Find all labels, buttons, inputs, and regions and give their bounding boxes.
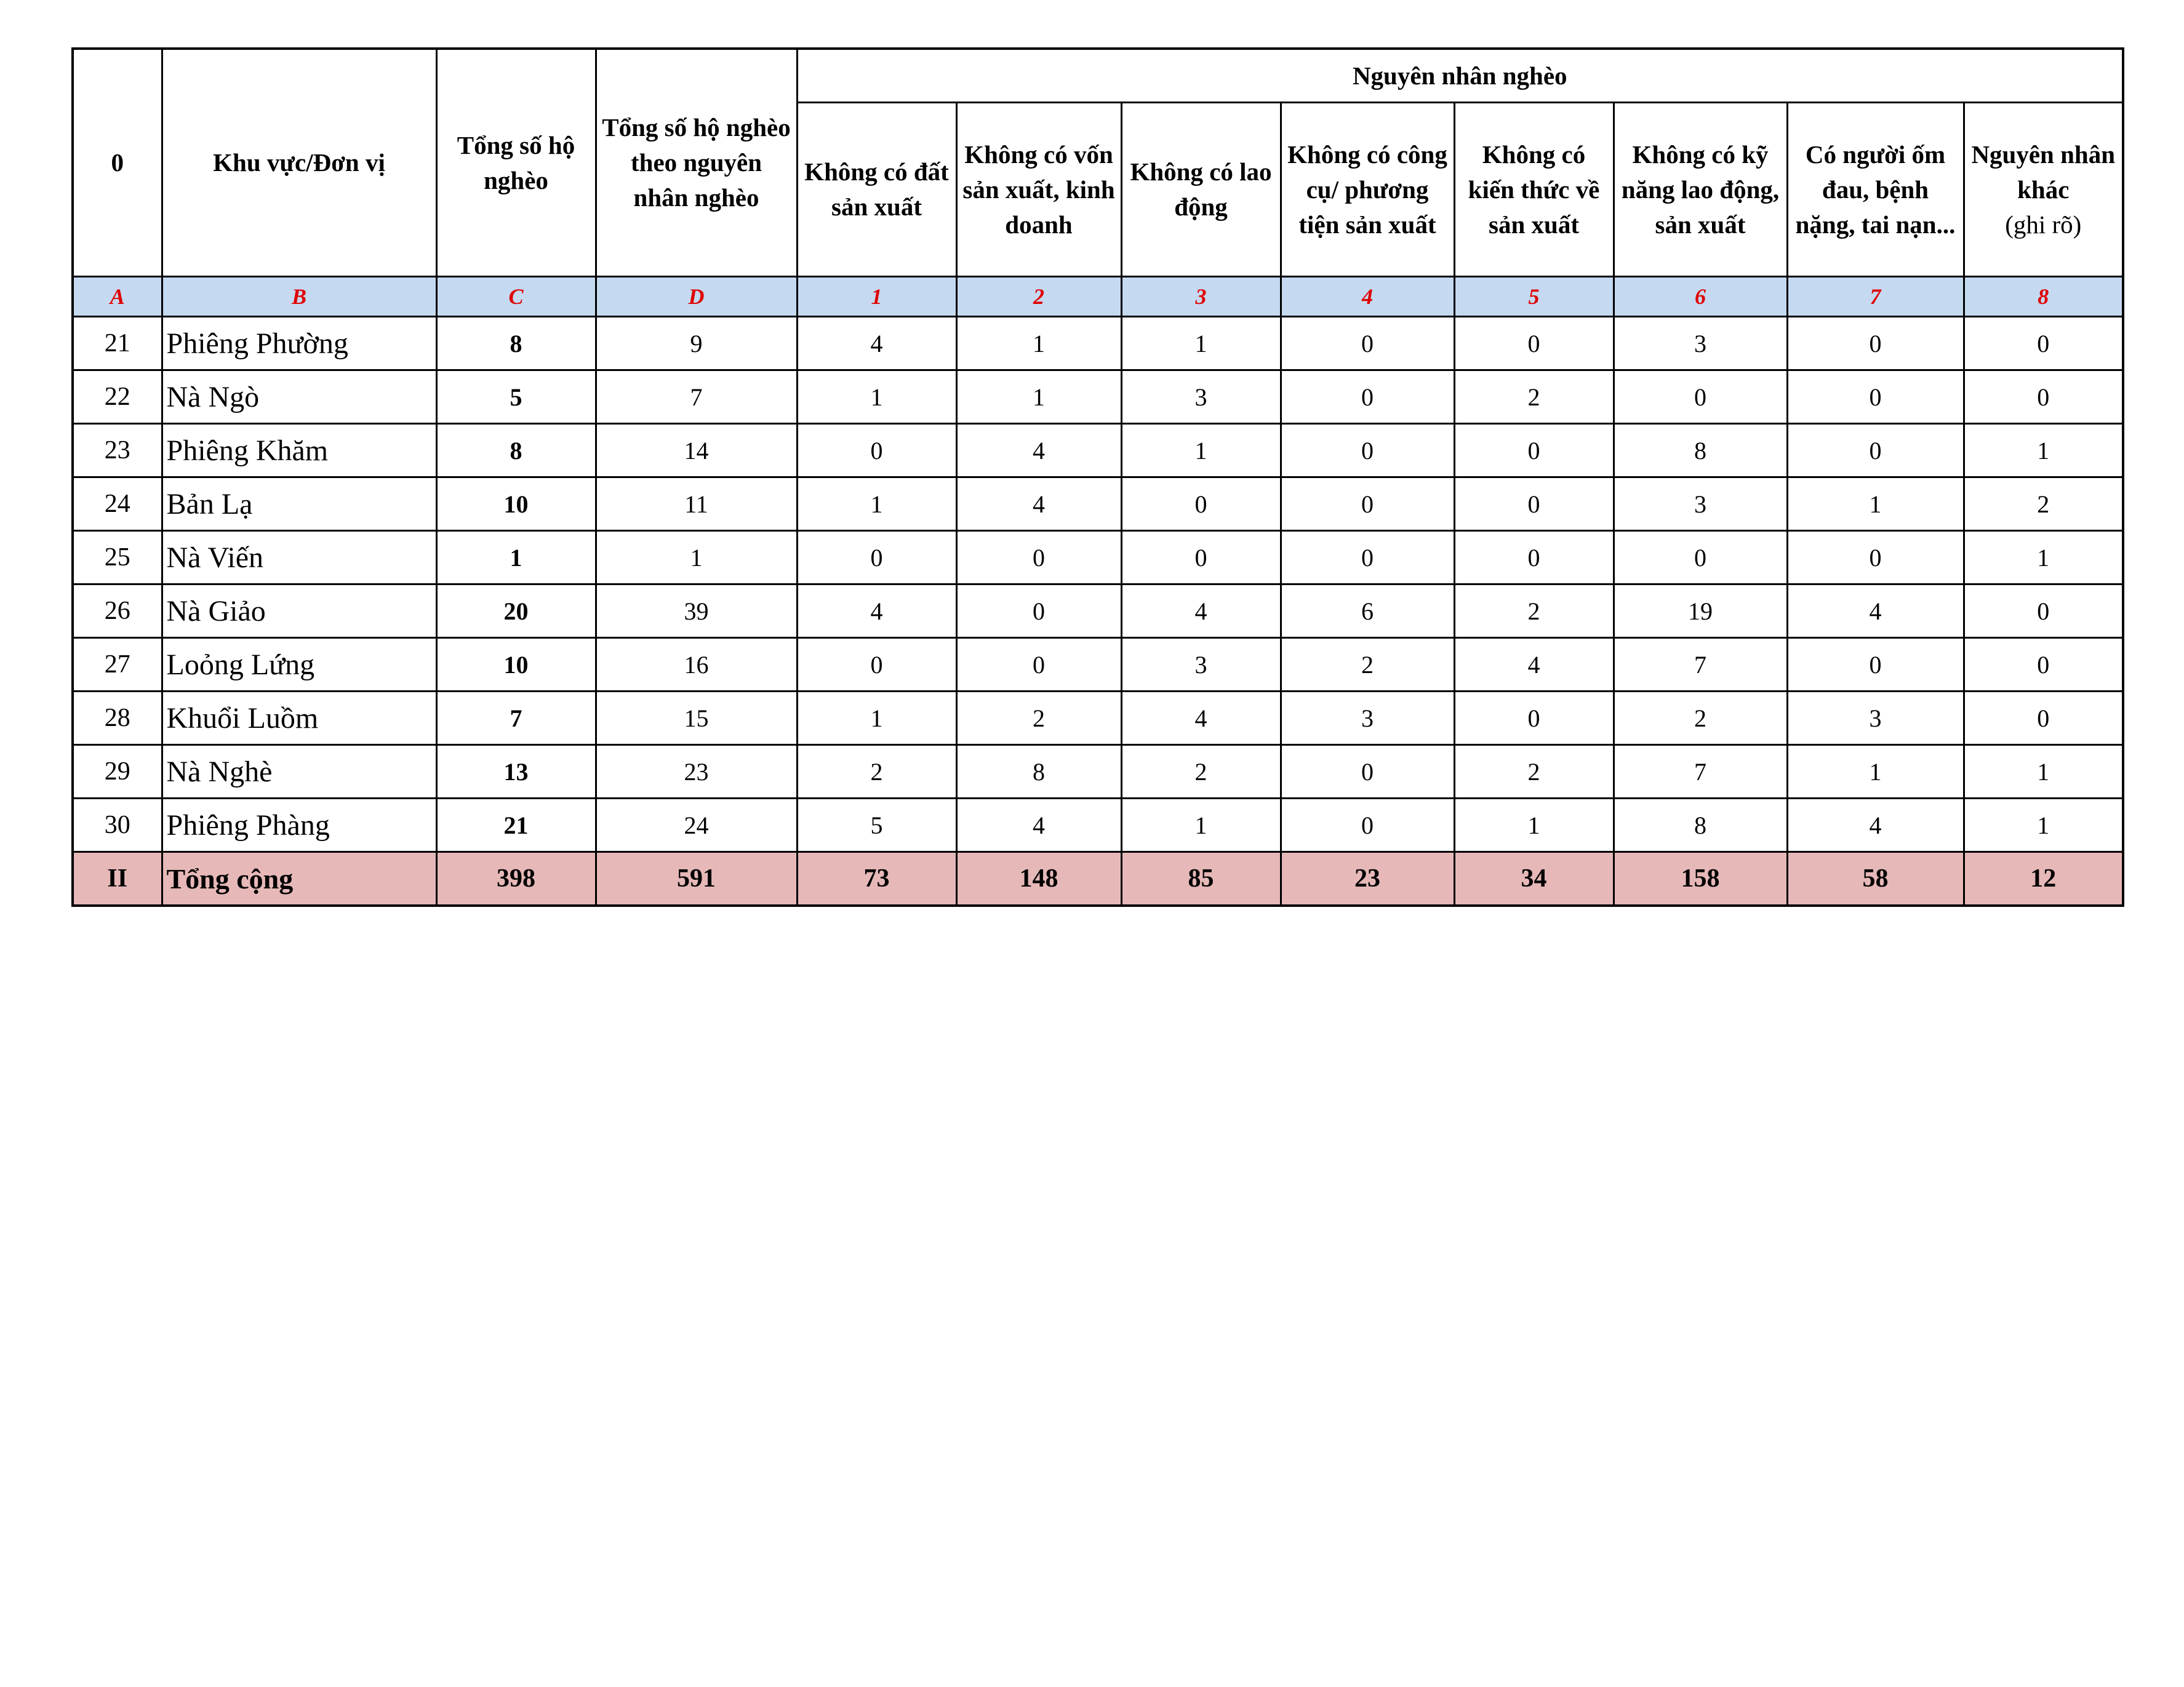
row-total-by-cause: 7 — [596, 370, 797, 424]
row-cause-2: 8 — [956, 745, 1121, 799]
row-cause-5: 0 — [1454, 477, 1614, 531]
table-row — [73, 692, 2123, 745]
header-cause-8 — [1964, 103, 2123, 277]
row-cause-1: 4 — [797, 584, 956, 638]
row-cause-4: 0 — [1281, 424, 1454, 477]
row-total-by-cause: 9 — [596, 317, 797, 370]
table-row — [73, 531, 2123, 584]
row-stt: 28 — [73, 692, 162, 745]
column-letter: 2 — [956, 277, 1121, 317]
row-cause-1: 1 — [797, 477, 956, 531]
row-cause-7: 0 — [1787, 317, 1964, 370]
row-stt: 24 — [73, 477, 162, 531]
row-cause-6: 7 — [1614, 745, 1787, 799]
row-cause-8: 0 — [1964, 638, 2123, 692]
total-by-cause: 591 — [596, 852, 797, 906]
row-cause-8: 0 — [1964, 317, 2123, 370]
row-cause-3: 2 — [1121, 745, 1281, 799]
column-letter: 8 — [1964, 277, 2123, 317]
total-cause-5: 34 — [1454, 852, 1614, 906]
table-row — [73, 745, 2123, 799]
row-total-poor: 21 — [436, 799, 596, 852]
row-total-by-cause: 1 — [596, 531, 797, 584]
row-cause-5: 4 — [1454, 638, 1614, 692]
header-cause-8-note: (ghi rõ) — [2005, 210, 2082, 239]
row-area-name: Nà Ngò — [162, 370, 436, 424]
row-cause-2: 0 — [956, 584, 1121, 638]
row-cause-1: 5 — [797, 799, 956, 852]
row-total-by-cause: 15 — [596, 692, 797, 745]
row-total-poor: 1 — [436, 531, 596, 584]
row-cause-8: 1 — [1964, 745, 2123, 799]
row-cause-3: 4 — [1121, 692, 1281, 745]
header-stt: 0 — [73, 49, 162, 277]
row-cause-5: 0 — [1454, 424, 1614, 477]
header-cause-4: Không có công cụ/ phương tiện sản xuất — [1281, 103, 1454, 277]
row-total-by-cause: 24 — [596, 799, 797, 852]
row-cause-6: 8 — [1614, 799, 1787, 852]
total-cause-2: 148 — [956, 852, 1121, 906]
row-cause-6: 3 — [1614, 477, 1787, 531]
row-cause-1: 0 — [797, 531, 956, 584]
row-cause-5: 1 — [1454, 799, 1614, 852]
row-stt: 30 — [73, 799, 162, 852]
row-stt: 29 — [73, 745, 162, 799]
column-letter: 6 — [1614, 277, 1787, 317]
total-cause-1: 73 — [797, 852, 956, 906]
row-cause-4: 0 — [1281, 317, 1454, 370]
row-cause-7: 3 — [1787, 692, 1964, 745]
total-poor: 398 — [436, 852, 596, 906]
row-cause-7: 0 — [1787, 531, 1964, 584]
row-cause-4: 0 — [1281, 477, 1454, 531]
row-area-name: Phiêng Phàng — [162, 799, 436, 852]
row-cause-5: 0 — [1454, 317, 1614, 370]
row-stt: 25 — [73, 531, 162, 584]
row-cause-4: 0 — [1281, 531, 1454, 584]
row-cause-7: 0 — [1787, 370, 1964, 424]
total-row — [73, 852, 2123, 906]
row-cause-8: 2 — [1964, 477, 2123, 531]
row-stt: 23 — [73, 424, 162, 477]
row-cause-3: 1 — [1121, 424, 1281, 477]
row-cause-3: 0 — [1121, 531, 1281, 584]
row-area-name: Bản Lạ — [162, 477, 436, 531]
header-cause-2: Không có vốn sản xuất, kinh doanh — [956, 103, 1121, 277]
row-cause-4: 0 — [1281, 799, 1454, 852]
row-area-name: Khuổi Luồm — [162, 692, 436, 745]
row-cause-6: 0 — [1614, 370, 1787, 424]
row-cause-5: 2 — [1454, 745, 1614, 799]
row-cause-4: 2 — [1281, 638, 1454, 692]
row-total-poor: 10 — [436, 638, 596, 692]
table-row — [73, 638, 2123, 692]
row-cause-8: 1 — [1964, 531, 2123, 584]
row-cause-2: 4 — [956, 477, 1121, 531]
header-cause-5: Không có kiến thức về sản xuất — [1454, 103, 1614, 277]
row-stt: 21 — [73, 317, 162, 370]
row-cause-2: 4 — [956, 424, 1121, 477]
row-cause-4: 0 — [1281, 745, 1454, 799]
total-cause-6: 158 — [1614, 852, 1787, 906]
total-stt: II — [73, 852, 162, 906]
row-cause-7: 0 — [1787, 424, 1964, 477]
row-cause-3: 0 — [1121, 477, 1281, 531]
row-cause-7: 4 — [1787, 584, 1964, 638]
table-row — [73, 477, 2123, 531]
column-letter: 1 — [797, 277, 956, 317]
row-total-by-cause: 23 — [596, 745, 797, 799]
row-cause-7: 4 — [1787, 799, 1964, 852]
row-total-by-cause: 11 — [596, 477, 797, 531]
row-cause-8: 0 — [1964, 692, 2123, 745]
table-row — [73, 584, 2123, 638]
header-total-by-cause: Tổng số hộ nghèo theo nguyên nhân nghèo — [596, 49, 797, 277]
row-cause-1: 1 — [797, 692, 956, 745]
row-cause-3: 1 — [1121, 799, 1281, 852]
header-cause-3: Không có lao động — [1121, 103, 1281, 277]
row-total-by-cause: 16 — [596, 638, 797, 692]
row-total-by-cause: 14 — [596, 424, 797, 477]
poverty-table — [71, 47, 2124, 907]
header-cause-1: Không có đất sản xuất — [797, 103, 956, 277]
column-letter: C — [436, 277, 596, 317]
row-total-poor: 10 — [436, 477, 596, 531]
row-cause-7: 1 — [1787, 745, 1964, 799]
row-total-poor: 20 — [436, 584, 596, 638]
column-letter: 3 — [1121, 277, 1281, 317]
row-cause-7: 0 — [1787, 638, 1964, 692]
row-cause-1: 2 — [797, 745, 956, 799]
row-area-name: Phiêng Phường — [162, 317, 436, 370]
row-area-name: Nà Viến — [162, 531, 436, 584]
row-cause-6: 0 — [1614, 531, 1787, 584]
row-cause-5: 0 — [1454, 531, 1614, 584]
row-area-name: Loỏng Lứng — [162, 638, 436, 692]
row-cause-2: 1 — [956, 370, 1121, 424]
row-total-poor: 5 — [436, 370, 596, 424]
row-cause-6: 2 — [1614, 692, 1787, 745]
row-cause-6: 8 — [1614, 424, 1787, 477]
row-cause-6: 7 — [1614, 638, 1787, 692]
row-cause-3: 4 — [1121, 584, 1281, 638]
row-cause-3: 1 — [1121, 317, 1281, 370]
row-area-name: Nà Nghè — [162, 745, 436, 799]
row-cause-8: 1 — [1964, 424, 2123, 477]
total-label: Tổng cộng — [162, 852, 436, 906]
column-letter: 4 — [1281, 277, 1454, 317]
column-letter: 7 — [1787, 277, 1964, 317]
row-cause-8: 0 — [1964, 584, 2123, 638]
header-cause-7: Có người ốm đau, bệnh nặng, tai nạn... — [1787, 103, 1964, 277]
header-total-poor: Tổng số hộ nghèo — [436, 49, 596, 277]
row-cause-3: 3 — [1121, 370, 1281, 424]
row-cause-2: 1 — [956, 317, 1121, 370]
row-cause-5: 2 — [1454, 370, 1614, 424]
row-area-name: Nà Giảo — [162, 584, 436, 638]
row-cause-1: 0 — [797, 638, 956, 692]
row-cause-6: 19 — [1614, 584, 1787, 638]
row-total-by-cause: 39 — [596, 584, 797, 638]
row-cause-4: 6 — [1281, 584, 1454, 638]
header-cause-6: Không có kỹ năng lao động, sản xuất — [1614, 103, 1787, 277]
row-cause-8: 0 — [1964, 370, 2123, 424]
row-total-poor: 7 — [436, 692, 596, 745]
row-cause-6: 3 — [1614, 317, 1787, 370]
column-letter: 5 — [1454, 277, 1614, 317]
row-total-poor: 8 — [436, 424, 596, 477]
column-letter: B — [162, 277, 436, 317]
row-cause-5: 0 — [1454, 692, 1614, 745]
total-cause-3: 85 — [1121, 852, 1281, 906]
table-row — [73, 424, 2123, 477]
row-total-poor: 8 — [436, 317, 596, 370]
row-cause-1: 4 — [797, 317, 956, 370]
table-body — [73, 317, 2123, 906]
row-cause-8: 1 — [1964, 799, 2123, 852]
row-cause-4: 3 — [1281, 692, 1454, 745]
column-letter: D — [596, 277, 797, 317]
table-row — [73, 317, 2123, 370]
row-stt: 27 — [73, 638, 162, 692]
column-letter-row — [73, 277, 2123, 317]
row-cause-4: 0 — [1281, 370, 1454, 424]
row-stt: 22 — [73, 370, 162, 424]
row-total-poor: 13 — [436, 745, 596, 799]
header-causes-group: Nguyên nhân nghèo — [797, 49, 2123, 103]
table-row — [73, 799, 2123, 852]
header-cause-8-main: Nguyên nhân khác — [1971, 140, 2116, 204]
row-cause-1: 0 — [797, 424, 956, 477]
row-cause-3: 3 — [1121, 638, 1281, 692]
total-cause-8: 12 — [1964, 852, 2123, 906]
header-area: Khu vực/Đơn vị — [162, 49, 436, 277]
column-letter: A — [73, 277, 162, 317]
total-cause-7: 58 — [1787, 852, 1964, 906]
row-stt: 26 — [73, 584, 162, 638]
row-cause-2: 0 — [956, 531, 1121, 584]
row-cause-2: 0 — [956, 638, 1121, 692]
row-cause-2: 4 — [956, 799, 1121, 852]
row-cause-7: 1 — [1787, 477, 1964, 531]
table-row — [73, 370, 2123, 424]
total-cause-4: 23 — [1281, 852, 1454, 906]
row-cause-1: 1 — [797, 370, 956, 424]
row-cause-2: 2 — [956, 692, 1121, 745]
row-area-name: Phiêng Khăm — [162, 424, 436, 477]
row-cause-5: 2 — [1454, 584, 1614, 638]
